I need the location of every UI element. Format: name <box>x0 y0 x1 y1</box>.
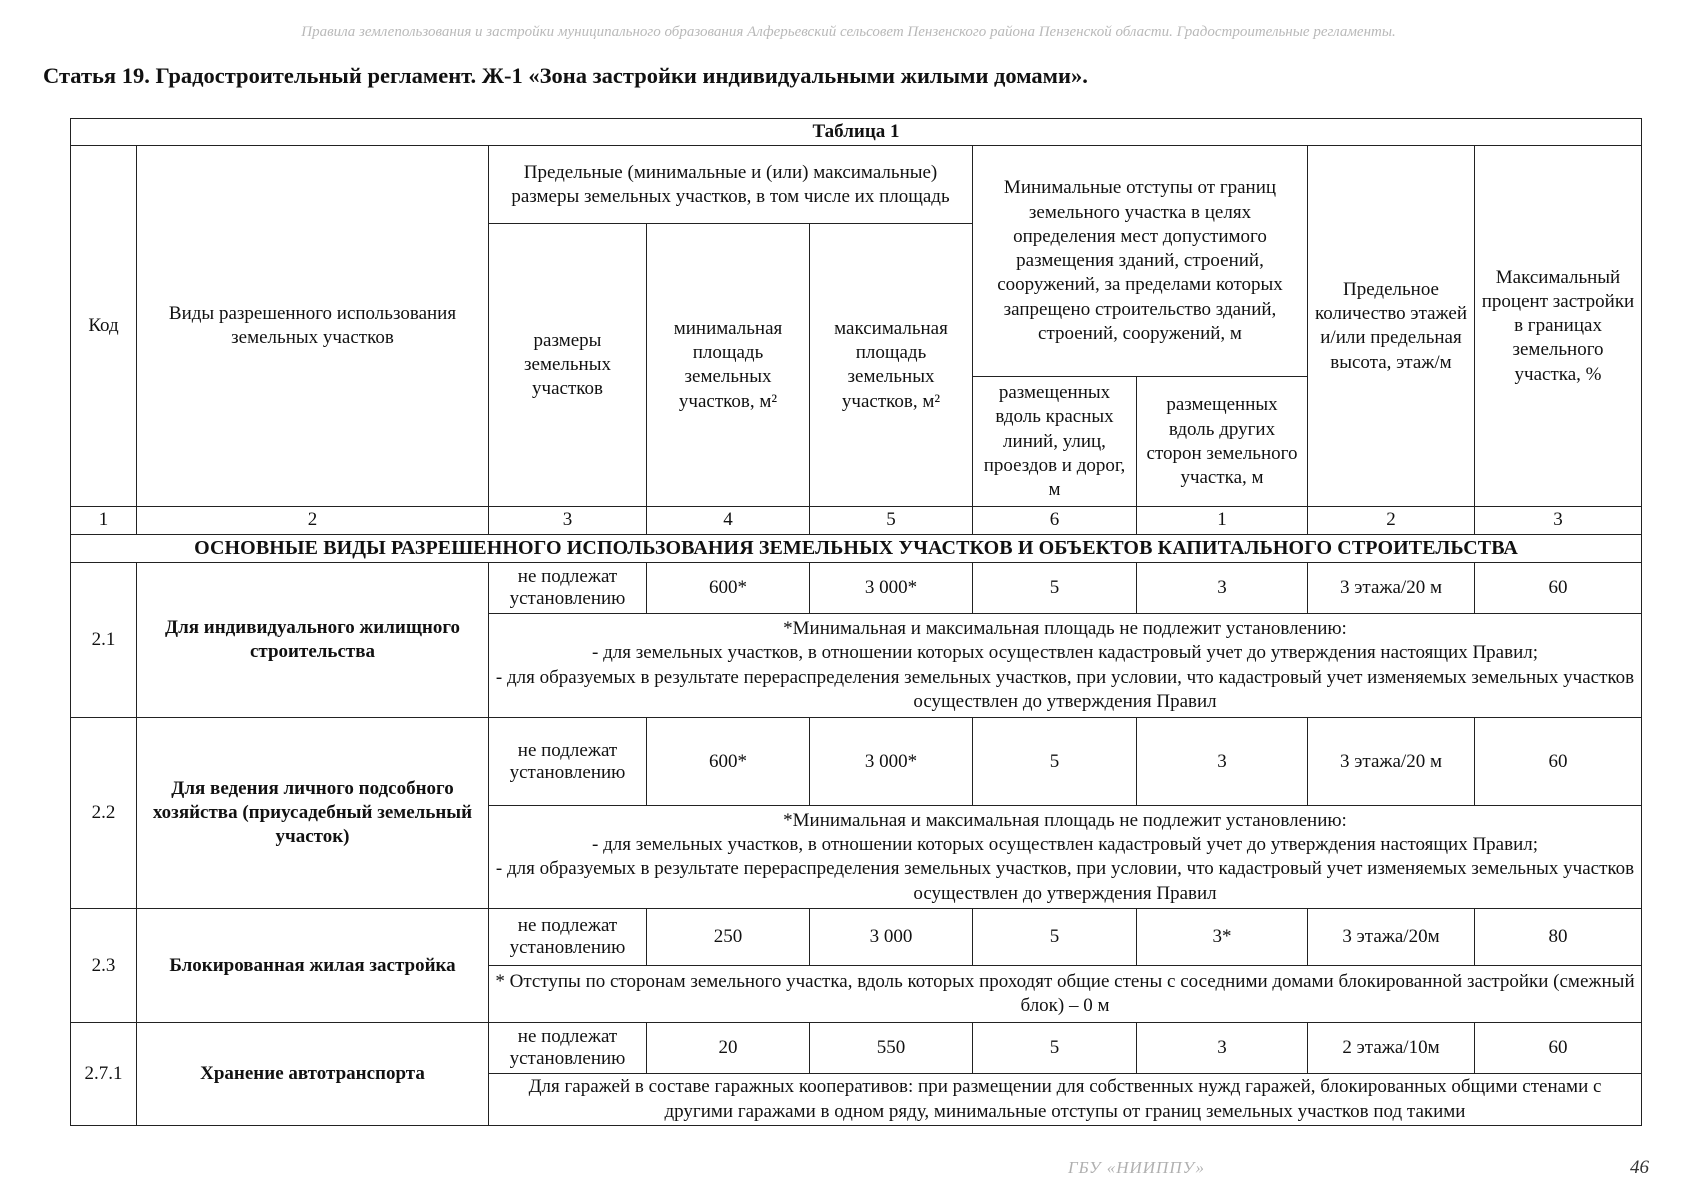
header-plot-sizes: размеры земельных участков <box>489 224 647 507</box>
row-setback-red: 5 <box>973 1023 1137 1074</box>
header-plot-limits: Предельные (минимальные и (или) максимальные) размеры земельных участков, в том числе их площадь <box>489 146 973 224</box>
row-floors: 2 этажа/10м <box>1308 1023 1475 1074</box>
row-setback-red: 5 <box>973 563 1137 614</box>
header-max-coverage: Максимальный процент застройки в границах земельного участка, % <box>1475 146 1642 507</box>
note-line: Для гаражей в составе гаражных кооперативов: при размещении для собственных нужд гаражей, блокированных общими стенами с другими гаражами в одном ряду, минимальные отступы от границ земельных участков под такими <box>528 1076 1602 1122</box>
column-number: 4 <box>647 507 810 534</box>
note-line: *Минимальная и максимальная площадь не подлежит установлению: <box>783 809 1347 831</box>
column-number: 2 <box>137 507 489 534</box>
header-use-type: Виды разрешенного использования земельных участков <box>137 146 489 507</box>
row-note <box>489 806 1642 909</box>
note-line: - для образуемых в результате перераспределения земельных участков, при условии, что кадастровый учет изменяемых земельных участков осуществлен до утверждения Правил <box>495 858 1635 904</box>
note-line: - для образуемых в результате перераспределения земельных участков, при условии, что кадастровый учет изменяемых земельных участков осуществлен до утверждения Правил <box>495 666 1635 713</box>
note-line: - для земельных участков, в отношении которых осуществлен кадастровый учет до утверждения настоящих Правил; <box>592 833 1539 855</box>
column-number: 6 <box>973 507 1137 534</box>
page-number: 46 <box>1630 1157 1649 1178</box>
row-coverage: 80 <box>1475 909 1642 966</box>
row-use-name: Для индивидуального жилищного строительства <box>137 563 489 718</box>
row-plot-sizes: не подлежат установлению <box>489 909 647 966</box>
row-max-area: 3 000* <box>810 563 973 614</box>
page-footer: ГБУ «НИИППУ» <box>1068 1158 1205 1177</box>
row-setback-other: 3 <box>1137 1023 1308 1074</box>
row-plot-sizes: не подлежат установлению <box>489 563 647 614</box>
row-max-area: 3 000* <box>810 718 973 806</box>
note-line: - для земельных участков, в отношении которых осуществлен кадастровый учет до утверждения настоящих Правил; <box>592 642 1539 664</box>
note-line: *Минимальная и максимальная площадь не подлежит установлению: <box>783 618 1347 640</box>
header-max-area: максимальная площадь земельных участков, м² <box>810 224 973 507</box>
row-code: 2.2 <box>71 718 137 909</box>
row-use-name: Блокированная жилая застройка <box>137 909 489 1023</box>
row-floors: 3 этажа/20м <box>1308 909 1475 966</box>
header-code: Код <box>71 146 137 507</box>
column-number: 1 <box>71 507 137 534</box>
column-number: 2 <box>1308 507 1475 534</box>
row-min-area: 600* <box>647 718 810 806</box>
row-code: 2.1 <box>71 563 137 718</box>
row-plot-sizes: не подлежат установлению <box>489 718 647 806</box>
row-note <box>489 614 1642 718</box>
row-coverage: 60 <box>1475 1023 1642 1074</box>
table-label: Таблица 1 <box>71 119 1642 146</box>
row-max-area: 3 000 <box>810 909 973 966</box>
row-setback-other: 3 <box>1137 563 1308 614</box>
table-row <box>71 563 1642 614</box>
row-setback-other: 3* <box>1137 909 1308 966</box>
row-code: 2.3 <box>71 909 137 1023</box>
section-heading: ОСНОВНЫЕ ВИДЫ РАЗРЕШЕННОГО ИСПОЛЬЗОВАНИЯ ЗЕМЕЛЬНЫХ УЧАСТКОВ И ОБЪЕКТОВ КАПИТАЛЬНОГО СТРОИТЕЛЬСТВА <box>71 534 1642 563</box>
row-coverage: 60 <box>1475 563 1642 614</box>
note-line: * Отступы по сторонам земельного участка, вдоль которых проходят общие стены с соседними домами блокированной застройки (смежный блок) – 0 м <box>495 970 1635 1017</box>
table-row <box>71 718 1642 806</box>
article-title: Статья 19. Градостроительный регламент. Ж-1 «Зона застройки индивидуальными жилыми домами». <box>43 63 1088 88</box>
column-number: 3 <box>489 507 647 534</box>
page-header: Правила землепользования и застройки муниципального образования Алферьевский сельсовет Пензенского района Пензенской области. Градостроительные регламенты. <box>301 24 1396 40</box>
row-use-name: Хранение автотранспорта <box>137 1023 489 1126</box>
column-numbering-row <box>71 507 1642 534</box>
row-floors: 3 этажа/20 м <box>1308 718 1475 806</box>
row-note <box>489 1074 1642 1126</box>
row-max-area: 550 <box>810 1023 973 1074</box>
row-min-area: 600* <box>647 563 810 614</box>
header-setback-other-sides: размещенных вдоль других сторон земельного участка, м <box>1137 377 1308 507</box>
row-coverage: 60 <box>1475 718 1642 806</box>
row-plot-sizes: не подлежат установлению <box>489 1023 647 1074</box>
header-max-floors: Предельное количество этажей и/или предельная высота, этаж/м <box>1308 146 1475 507</box>
table-row <box>71 1023 1642 1074</box>
row-setback-other: 3 <box>1137 718 1308 806</box>
row-setback-red: 5 <box>973 909 1137 966</box>
row-code: 2.7.1 <box>71 1023 137 1126</box>
header-min-setbacks: Минимальные отступы от границ земельного участка в целях определения мест допустимого размещения зданий, строений, сооружений, за пределами которых запрещено строительство зданий, строений, сооружений, м <box>973 146 1308 377</box>
row-note <box>489 966 1642 1023</box>
column-number: 3 <box>1475 507 1642 534</box>
column-number: 5 <box>810 507 973 534</box>
row-setback-red: 5 <box>973 718 1137 806</box>
row-use-name: Для ведения личного подсобного хозяйства (приусадебный земельный участок) <box>137 718 489 909</box>
row-min-area: 20 <box>647 1023 810 1074</box>
regulation-table <box>70 118 1642 1126</box>
header-setback-red-lines: размещенных вдоль красных линий, улиц, проездов и дорог, м <box>973 377 1137 507</box>
row-floors: 3 этажа/20 м <box>1308 563 1475 614</box>
column-number: 1 <box>1137 507 1308 534</box>
header-min-area: минимальная площадь земельных участков, м² <box>647 224 810 507</box>
table-row <box>71 909 1642 966</box>
row-min-area: 250 <box>647 909 810 966</box>
